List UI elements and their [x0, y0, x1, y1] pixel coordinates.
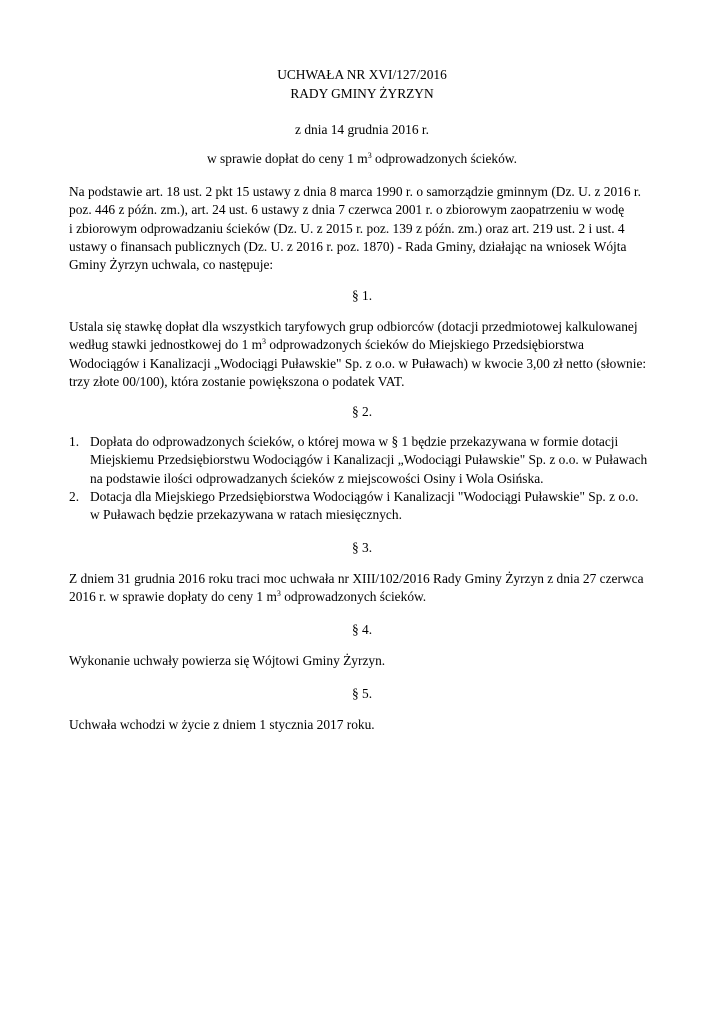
subject-text-post: odprowadzonych ścieków.: [371, 151, 517, 166]
preamble-line: poz. 446 z późn. zm.), art. 24 ust. 6 ustawy z dnia 7 czerwca 2001 r. o zbiorowym zaopatrzeniu w wodę: [69, 202, 625, 218]
section-5-heading: § 5.: [351, 686, 373, 701]
section-1-line: według stawki jednostkowej do 1 $m^3$ odprowadzonych ścieków do Miejskiego Przedsiębiorstwa: [69, 337, 584, 353]
list-item-line: w Puławach będzie przekazywana w ratach miesięcznych.: [90, 507, 402, 523]
section-2-heading: § 2.: [351, 404, 373, 419]
subject-text-pre: w sprawie dopłat do ceny 1 m: [207, 151, 368, 166]
preamble-line: i zbiorowym odprowadzaniu ścieków (Dz. U. z 2015 r. poz. 139 z późn. zm.) oraz art. 219 ust. 2 i ust. 4: [69, 220, 625, 236]
section-3-superscript: 3: [276, 589, 281, 599]
list-item-number: 1.: [69, 434, 80, 449]
section-1-line: Ustala się stawkę dopłat dla wszystkich taryfowych grup odbiorców (dotacji przedmiotowej kalkulowanej: [69, 319, 638, 334]
list-item-line: Miejskiemu Przedsiębiorstwu Wodociągów i Kanalizacji „Wodociągi Puławskie" Sp. z o.o. w Puławach: [90, 452, 648, 468]
resolution-issuer: RADY GMINY ŻYRZYN: [290, 86, 434, 101]
section-3-heading: § 3.: [351, 540, 373, 555]
list-item: [69, 488, 669, 525]
list-item-line: na podstawie ilości odprowadzanych ścieków z miejscowości Osiny i Wola Osińska.: [90, 470, 544, 486]
section-4-heading: § 4.: [351, 622, 373, 637]
section-1-line: trzy złote 00/100), która zostanie powiększona o podatek VAT.: [69, 373, 405, 389]
section-1-body: [69, 318, 659, 391]
subject-superscript: 3: [367, 151, 372, 160]
preamble-line: Na podstawie art. 18 ust. 2 pkt 15 ustawy z dnia 8 marca 1990 r. o samorządzie gminnym (Dz. U. z 2016 r.: [69, 184, 641, 199]
section-1-line: Wodociągów i Kanalizacji „Wodociągi Puławskie" Sp. z o.o. w Puławach) w kwocie 3,00 zł netto (słownie:: [69, 355, 647, 371]
list-item-line: Dotacja dla Miejskiego Przedsiębiorstwa Wodociągów i Kanalizacji "Wodociągi Puławskie" Sp. z o.o.: [90, 488, 639, 504]
preamble: [69, 183, 659, 274]
resolution-title: UCHWAŁA NR XVI/127/2016: [277, 67, 447, 82]
section-5-body: Uchwała wchodzi w życie z dniem 1 stycznia 2017 roku.: [69, 717, 375, 732]
section-3-body: [69, 570, 659, 607]
section-3-line: Z dniem 31 grudnia 2016 roku traci moc uchwała nr XIII/102/2016 Rady Gminy Żyrzyn z dnia 27 czerwca: [69, 571, 644, 586]
resolution-date: z dnia 14 grudnia 2016 r.: [295, 122, 429, 137]
resolution-subject: [0, 150, 724, 168]
preamble-line: Gminy Żyrzyn uchwala, co następuje:: [69, 257, 274, 273]
list-item-number: 2.: [69, 488, 80, 504]
section-1-superscript: 3: [262, 337, 267, 347]
preamble-line: ustawy o finansach publicznych (Dz. U. z 2016 r. poz. 1870) - Rada Gminy, działając na wniosek Wójta: [69, 238, 627, 254]
section-1-heading: § 1.: [351, 288, 373, 303]
list-item: [69, 433, 669, 488]
list-item-line: Dopłata do odprowadzonych ścieków, o której mowa w § 1 będzie przekazywana w formie dotacji: [90, 434, 619, 449]
section-2-list: [69, 433, 669, 524]
section-3-line: 2016 r. w sprawie dopłaty do ceny 1 $m^3$ odprowadzonych ścieków.: [69, 589, 427, 605]
section-4-body: Wykonanie uchwały powierza się Wójtowi Gminy Żyrzyn.: [69, 653, 386, 668]
